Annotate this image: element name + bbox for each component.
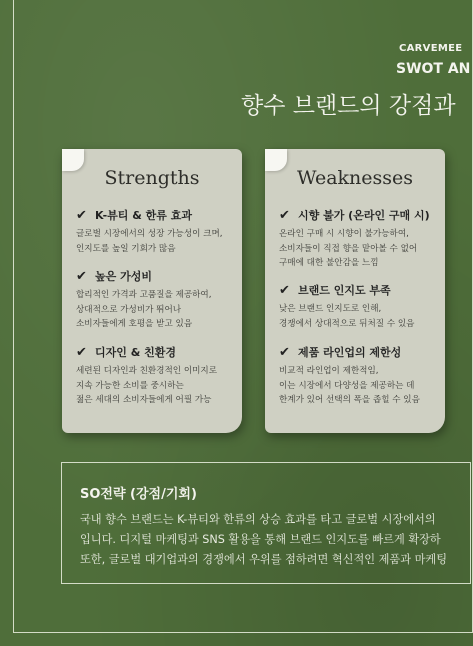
item-text: 소비자들에게 호평을 받고 있음 — [76, 319, 193, 329]
item-text: 이는 시장에서 다양성을 제공하는 데 — [279, 380, 415, 391]
weaknesses-title: Weaknesses — [296, 167, 414, 189]
strengths-card — [62, 149, 242, 433]
item-text: 한계가 있어 선택의 폭을 좁힐 수 있음 — [279, 395, 420, 405]
strengths-title: Strengths — [104, 167, 200, 189]
strength-item — [76, 344, 234, 408]
item-title: 높은 가성비 — [95, 270, 152, 283]
item-text: 낮은 브랜드 인지도로 인해, — [279, 304, 382, 314]
item-text: 세련된 디자인과 친환경적인 이미지로 — [76, 366, 218, 376]
so-strategy-title: SO전략 (강점/기회) — [80, 487, 197, 502]
weakness-item — [279, 344, 437, 408]
item-text: 상대적으로 가성비가 뛰어나 — [76, 304, 182, 315]
weaknesses-card — [265, 149, 445, 433]
weakness-item — [279, 207, 437, 271]
item-title: 시향 불가 (온라인 구매 시) — [298, 209, 430, 222]
so-strategy-text: 또한, 글로벌 대기업과의 경쟁에서 우위를 점하려면 혁신적인 제품과 마케팅 — [80, 553, 448, 566]
item-text: 인지도를 높일 기회가 많음 — [76, 243, 176, 254]
item-text: 소비자들이 직접 향을 맡아볼 수 없어 — [279, 243, 418, 254]
brand-name: CARVEMEE — [399, 43, 463, 54]
item-text: 구매에 대한 불안감을 느낌 — [279, 258, 379, 268]
so-strategy-text: 국내 향수 브랜드는 K-뷰티와 한류의 상승 효과를 타고 글로벌 시장에서의 — [80, 513, 436, 526]
item-title: 디자인 & 친환경 — [95, 346, 177, 359]
check-icon: ✔ — [76, 207, 87, 223]
page-title: 향수 브랜드의 강점과 — [241, 93, 456, 119]
check-icon: ✔ — [76, 344, 87, 360]
item-title: K-뷰티 & 한류 효과 — [95, 209, 192, 222]
item-text: 경쟁에서 상대적으로 뒤처질 수 있음 — [279, 318, 415, 329]
item-text: 온라인 구매 시 시향이 불가능하여, — [279, 229, 409, 239]
item-text: 합리적인 가격과 고품질을 제공하여, — [76, 290, 212, 300]
item-text: 글로벌 시장에서의 성장 가능성이 크며, — [76, 229, 223, 239]
item-text: 비교적 라인업이 제한적임, — [279, 366, 379, 376]
weakness-item — [279, 282, 437, 331]
check-icon: ✔ — [76, 268, 87, 284]
item-text: 젊은 세대의 소비자들에게 어필 가능 — [76, 395, 212, 405]
check-icon: ✔ — [279, 282, 290, 298]
page-subtitle: SWOT AN — [396, 61, 471, 77]
check-icon: ✔ — [279, 207, 290, 223]
item-title: 브랜드 인지도 부족 — [298, 284, 391, 297]
so-strategy-text: 입니다. 디지털 마케팅과 SNS 활용을 통해 브랜드 인지도를 빠르게 확장하 — [80, 533, 441, 546]
item-title: 제품 라인업의 제한성 — [298, 346, 402, 359]
check-icon: ✔ — [279, 344, 290, 360]
item-text: 지속 가능한 소비를 중시하는 — [76, 380, 184, 391]
strength-item — [76, 268, 234, 332]
strength-item — [76, 207, 234, 256]
